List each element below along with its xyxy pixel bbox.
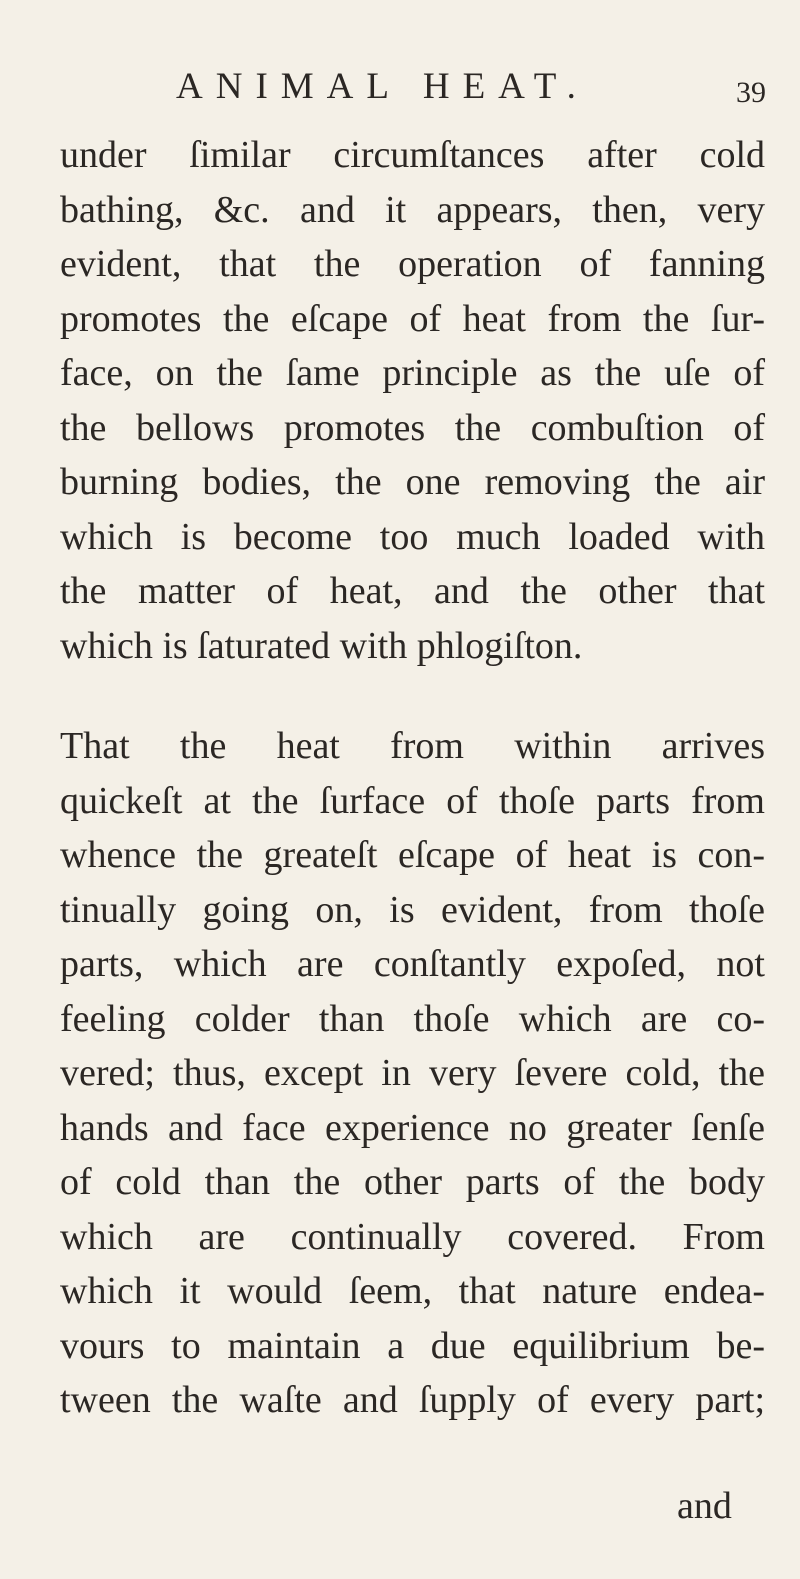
text-line: which it would ſeem, that nature endea- — [60, 1270, 765, 1312]
text-line: vered; thus, except in very ſevere cold, the — [60, 1052, 765, 1094]
text-line: tinually going on, is evident, from thoſe — [60, 888, 765, 931]
text-line: which is ſaturated with phlogiſton. — [60, 624, 583, 667]
body-text — [60, 128, 765, 1428]
text-line: of cold than the other parts of the body — [60, 1161, 765, 1203]
running-title: ANIMAL HEAT. — [176, 66, 589, 107]
text-line: under ſimilar circumſtances after cold — [60, 134, 765, 176]
text-line: which is become too much loaded with — [60, 515, 765, 558]
text-line: the bellows promotes the combuſtion of — [60, 406, 765, 449]
text-line: promotes the eſcape of heat from the ſur- — [60, 297, 765, 340]
catchword: and — [677, 1485, 732, 1527]
paragraph-2 — [60, 719, 765, 1428]
text-line: evident, that the operation of fanning — [60, 243, 765, 285]
running-head — [0, 62, 800, 112]
text-line: tween the waſte and ſupply of every part; — [60, 1379, 765, 1421]
text-line: quickeſt at the ſurface of thoſe parts from — [60, 779, 765, 822]
text-line: burning bodies, the one removing the air — [60, 461, 765, 503]
text-line: feeling colder than thoſe which are co- — [60, 997, 765, 1040]
paragraph-1 — [60, 128, 765, 673]
text-line: the matter of heat, and the other that — [60, 570, 765, 612]
text-line: which are continually covered. From — [60, 1215, 765, 1258]
page-number: 39 — [736, 76, 766, 109]
text-line: parts, which are conſtantly expoſed, not — [60, 943, 765, 985]
text-line: face, on the ſame principle as the uſe of — [60, 352, 765, 394]
text-line: whence the greateſt eſcape of heat is con- — [60, 834, 765, 876]
text-line: That the heat from within arrives — [60, 725, 765, 767]
paragraph-break — [60, 673, 765, 719]
text-line: bathing, &c. and it appears, then, very — [60, 188, 765, 231]
text-line: hands and face experience no greater ſenſe — [60, 1106, 765, 1149]
text-line: vours to maintain a due equilibrium be- — [60, 1324, 765, 1367]
